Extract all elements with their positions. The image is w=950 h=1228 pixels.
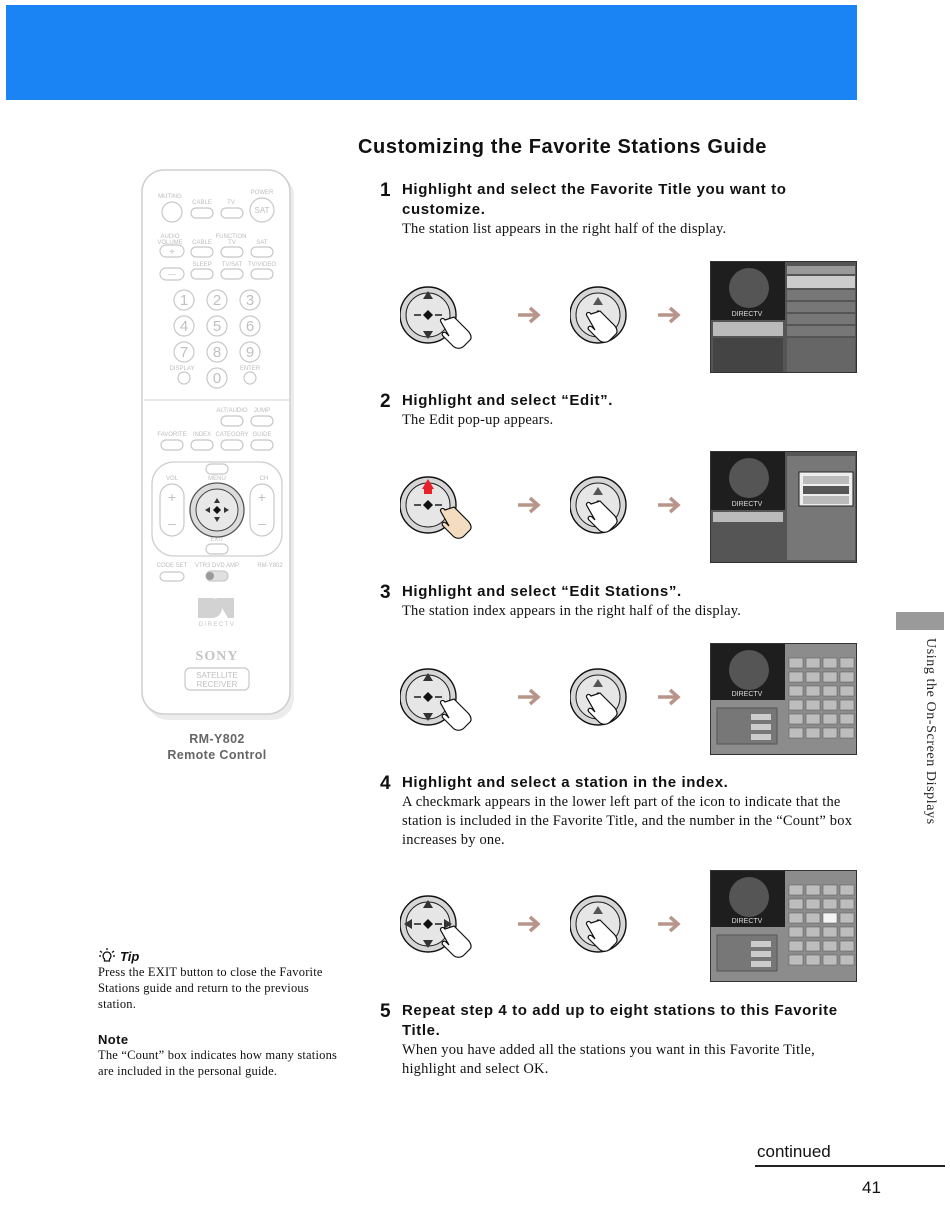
note-box — [98, 1032, 344, 1079]
step-heading: Highlight and select “Edit Stations”. — [402, 583, 682, 600]
remote-label-jump: JUMP — [253, 408, 271, 414]
remote-label-exit: EXIT — [210, 537, 224, 543]
remote-label-sat: SAT — [256, 240, 268, 246]
remote-label-model-small: RM-Y802 — [257, 563, 283, 569]
next-arrow-icon — [518, 305, 542, 325]
step-heading: Highlight and select the Favorite Title you want to customize. — [402, 181, 787, 218]
remote-label-tv: TV — [227, 200, 235, 206]
step-1 — [380, 180, 860, 239]
remote-label-tv-2: TV — [228, 240, 236, 246]
remote-label-function: FUNCTION — [215, 234, 247, 240]
remote-label-enter: ENTER — [239, 366, 261, 372]
step-text: The Edit pop-up appears. — [402, 412, 554, 428]
remote-digit-7: 7 — [179, 344, 189, 361]
svg-text:+: + — [169, 247, 175, 258]
remote-brand-sony: SONY — [195, 649, 239, 664]
dpad-select-icon — [570, 261, 660, 373]
remote-label-muting: MUTING — [158, 194, 182, 200]
remote-label-tv-video: TV/VIDEO — [247, 262, 277, 268]
page-number: 41 — [862, 1178, 881, 1197]
step-number: 5 — [380, 1001, 391, 1022]
svg-text:–: – — [168, 515, 176, 531]
step-4 — [380, 773, 860, 850]
dpad-up-highlight-icon — [400, 451, 490, 563]
step-5 — [380, 1001, 860, 1079]
remote-label-receiver: RECEIVER — [196, 680, 238, 689]
screen-logo: DIRECTV — [731, 918, 763, 925]
remote-caption-text: Remote Control — [167, 748, 267, 762]
svg-text:+: + — [257, 489, 267, 505]
step-4-demo — [400, 870, 860, 982]
remote-digit-3: 3 — [245, 292, 255, 309]
next-arrow-icon — [658, 687, 682, 707]
step-heading: Highlight and select a station in the index. — [402, 774, 729, 791]
svg-text:+: + — [167, 489, 177, 505]
next-arrow-icon — [518, 495, 542, 515]
remote-label-sat-power: SAT — [254, 206, 270, 215]
step-number: 1 — [380, 180, 391, 201]
step-2-demo — [400, 451, 860, 563]
remote-label-code-set: CODE SET — [156, 563, 188, 569]
next-arrow-icon — [658, 305, 682, 325]
step-text: A checkmark appears in the lower left part of the icon to indicate that the station is included in the Favorite Title, and the number in the “Count” box increases by one. — [402, 794, 853, 848]
continued-label: continued — [757, 1142, 831, 1161]
remote-digit-6: 6 — [245, 318, 255, 335]
remote-label-power: POWER — [250, 190, 274, 196]
screen-logo: DIRECTV — [731, 311, 763, 318]
step-text: The station index appears in the right half of the display. — [402, 603, 742, 619]
remote-label-alt-audio: ALT/AUDIO — [216, 408, 248, 414]
dpad-up-down-icon — [400, 261, 490, 373]
remote-label-guide: GUIDE — [252, 432, 272, 438]
remote-label-volume: VOLUME — [157, 240, 183, 246]
remote-model: RM-Y802 — [189, 732, 245, 746]
section-tab-marker — [896, 612, 944, 630]
svg-text:—: — — [168, 270, 176, 279]
tip-text: Press the EXIT button to close the Favorite Stations guide and return to the previous station. — [98, 965, 323, 1011]
remote-digit-2: 2 — [212, 292, 222, 309]
screen-logo: DIRECTV — [731, 501, 763, 508]
remote-label-favorite: FAVORITE — [157, 432, 187, 438]
step-number: 2 — [380, 391, 391, 412]
step-heading: Highlight and select “Edit”. — [402, 392, 613, 409]
next-arrow-icon — [518, 687, 542, 707]
dpad-select-icon — [570, 643, 660, 755]
remote-label-vol: VOL — [165, 476, 179, 482]
remote-brand-directv: DIRECTV — [198, 622, 236, 628]
screen-thumbnail-station-selected — [710, 870, 857, 982]
next-arrow-icon — [658, 495, 682, 515]
tip-heading: Tip — [120, 948, 140, 964]
dpad-up-down-icon — [400, 643, 490, 755]
continued-rule — [755, 1165, 945, 1167]
remote-label-category: CATEGORY — [215, 432, 249, 438]
remote-label-display: DISPLAY — [169, 366, 195, 372]
step-heading: Repeat step 4 to add up to eight stations to this Favorite Title. — [402, 1002, 838, 1039]
screen-thumbnail-station-index — [710, 643, 857, 755]
note-heading: Note — [98, 1032, 129, 1047]
svg-text:–: – — [258, 515, 266, 531]
remote-digit-4: 4 — [179, 318, 189, 335]
step-3-demo — [400, 643, 860, 755]
step-2 — [380, 391, 860, 430]
remote-digit-5: 5 — [212, 318, 222, 335]
remote-label-tv-sat: TV/SAT — [221, 262, 243, 268]
screen-logo: DIRECTV — [731, 691, 763, 698]
step-text: When you have added all the stations you want in this Favorite Title, highlight and select OK. — [402, 1042, 815, 1077]
step-text: The station list appears in the right half of the display. — [402, 221, 727, 237]
note-text: The “Count” box indicates how many stations are included in the personal guide. — [98, 1048, 338, 1078]
remote-label-menu: MENU — [208, 476, 226, 482]
screen-thumbnail-edit-popup — [710, 451, 857, 563]
section-side-title: Using the On-Screen Displays — [923, 638, 938, 825]
dpad-select-icon — [570, 451, 660, 563]
remote-caption — [130, 731, 304, 763]
step-number: 4 — [380, 773, 391, 794]
tip-box — [98, 948, 344, 1012]
dpad-select-icon — [570, 870, 660, 982]
remote-label-cable: CABLE — [192, 200, 212, 206]
step-number: 3 — [380, 582, 391, 603]
remote-label-index: INDEX — [192, 432, 212, 438]
step-3 — [380, 582, 860, 621]
remote-label-satellite: SATELLITE — [196, 671, 238, 680]
screen-thumbnail-station-list — [710, 261, 857, 373]
header-banner — [6, 5, 857, 100]
remote-label-sleep: SLEEP — [192, 262, 212, 268]
dpad-four-way-icon — [400, 870, 490, 982]
next-arrow-icon — [518, 914, 542, 934]
remote-label-audio: AUDIO — [160, 234, 180, 240]
page-title: Customizing the Favorite Stations Guide — [358, 136, 767, 158]
next-arrow-icon — [658, 914, 682, 934]
remote-digit-0: 0 — [212, 370, 222, 387]
remote-label-ch: CH — [259, 476, 269, 482]
remote-label-cable-2: CABLE — [192, 240, 212, 246]
remote-digit-8: 8 — [212, 344, 222, 361]
step-1-demo — [400, 261, 860, 373]
remote-digit-9: 9 — [245, 344, 255, 361]
lightbulb-icon — [98, 948, 116, 964]
remote-control-illustration — [140, 168, 294, 720]
remote-label-vtr-dvd-amp: VTR3 DVD AMP — [194, 563, 240, 569]
remote-digit-1: 1 — [179, 292, 189, 309]
